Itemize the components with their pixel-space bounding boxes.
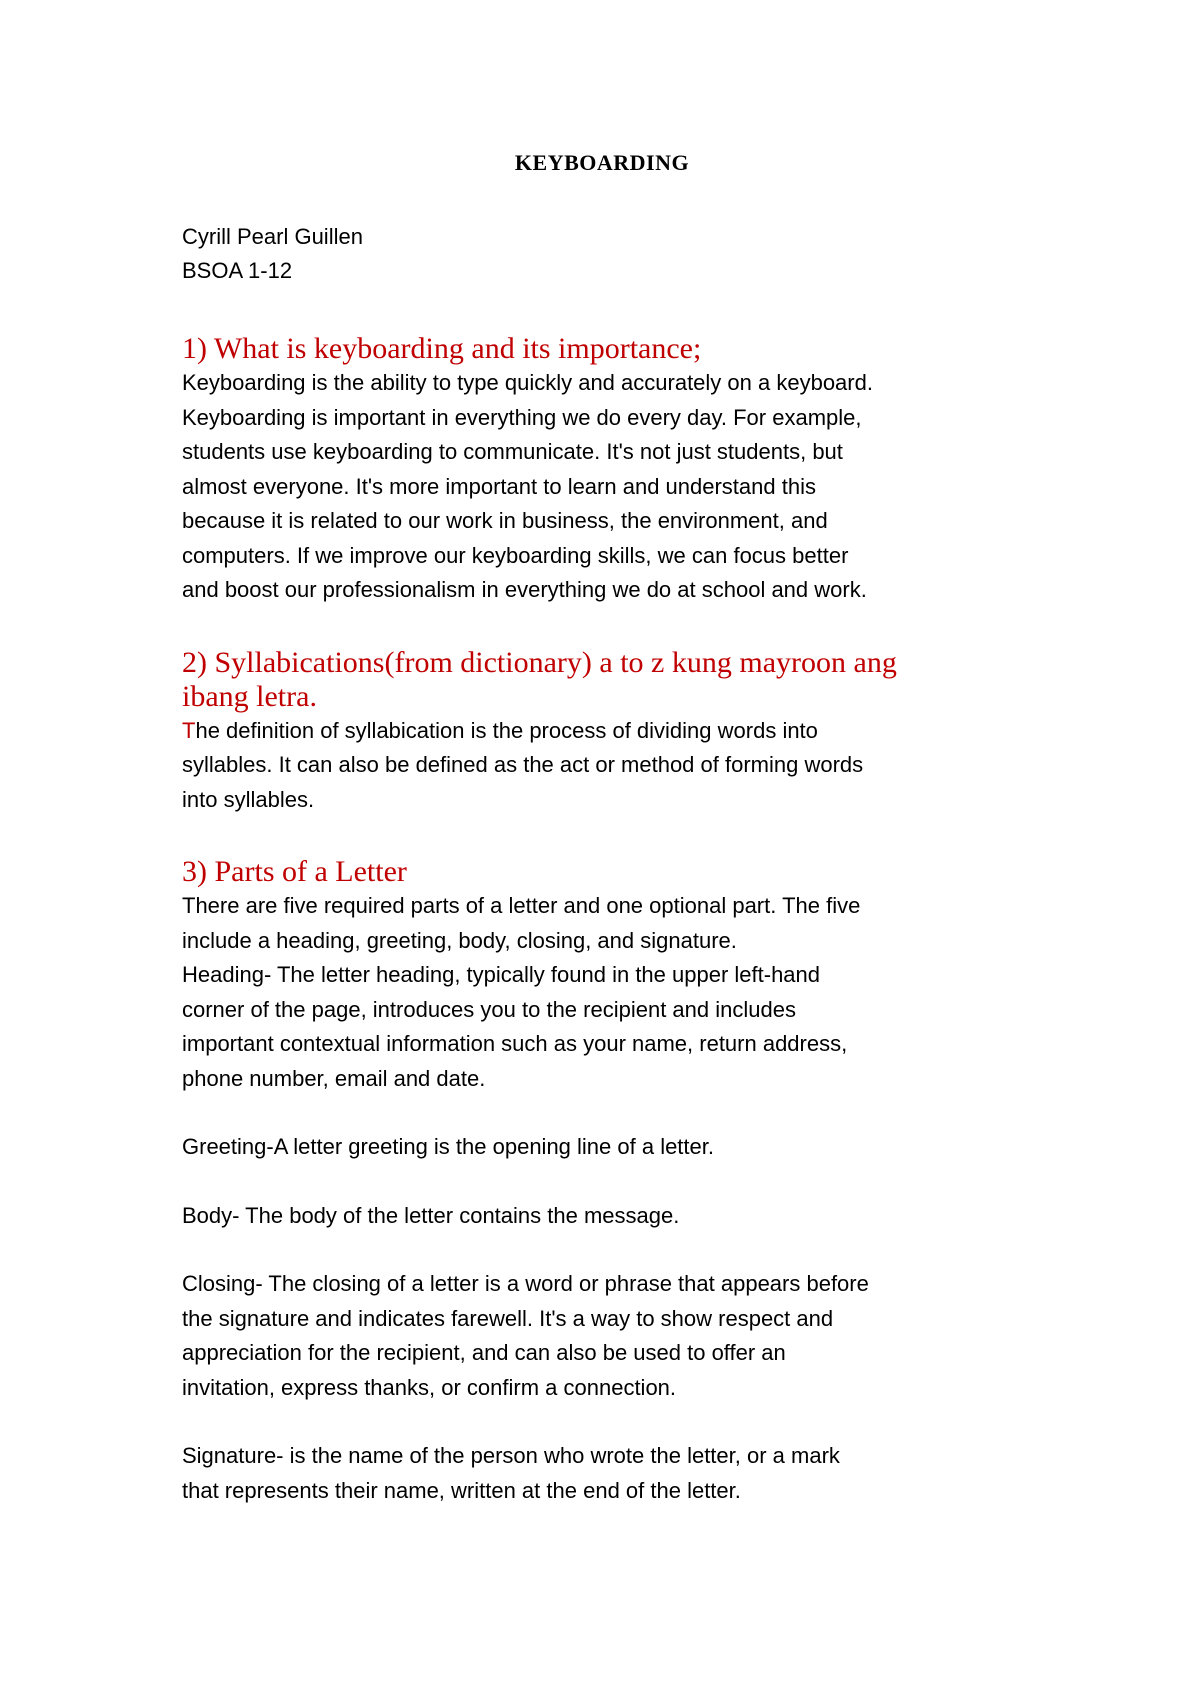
answer-line: include a heading, greeting, body, closing, and signature. [182, 927, 737, 953]
answer-line: almost everyone. It's more important to learn and understand this [182, 473, 816, 499]
greeting-part: Greeting-A letter greeting is the opening line of a letter. [182, 1134, 714, 1159]
question-3-heading: 3) Parts of a Letter [182, 855, 407, 888]
answer-line-rest: he definition of syllabication is the process of dividing words into [195, 717, 818, 743]
body-part: Body- The body of the letter contains the message. [182, 1202, 680, 1228]
document-title: KEYBOARDING [514, 150, 690, 175]
answer-line: computers. If we improve our keyboarding skills, we can focus better [182, 542, 849, 568]
question-2-answer [182, 714, 1042, 818]
author-name: Cyrill Pearl Guillen [182, 224, 363, 249]
answer-line: into syllables. [182, 786, 315, 812]
closing-part-line: appreciation for the recipient, and can also be used to offer an [182, 1340, 786, 1365]
answer-line [182, 714, 1042, 749]
heading-part-line: Heading- The letter heading, typically found in the upper left-hand [182, 962, 821, 987]
signature-part-line: that represents their name, written at the end of the letter. [182, 1477, 741, 1503]
closing-part-line: Closing- The closing of a letter is a word or phrase that appears before [182, 1271, 869, 1296]
question-1-answer [182, 366, 1042, 608]
question-2-heading-continued: ibang letra. [182, 679, 317, 713]
question-2-heading: 2) Syllabications(from dictionary) a to z kung mayroon ang [182, 645, 897, 679]
answer-line: Keyboarding is important in everything we do every day. For example, [182, 404, 862, 430]
answer-line: and boost our professionalism in everything we do at school and work. [182, 577, 867, 602]
document-content [182, 148, 1042, 1508]
heading-part-line: corner of the page, introduces you to the recipient and includes [182, 996, 796, 1022]
answer-line: Keyboarding is the ability to type quickly and accurately on a keyboard. [182, 370, 873, 395]
heading-part-line: important contextual information such as your name, return address, [182, 1031, 848, 1056]
answer-line: syllables. It can also be defined as the act or method of forming words [182, 752, 864, 777]
question-3-answer [182, 889, 1042, 1508]
closing-part-line: invitation, express thanks, or confirm a connection. [182, 1374, 677, 1400]
signature-part-line: Signature- is the name of the person who wrote the letter, or a mark [182, 1443, 840, 1468]
answer-line: because it is related to our work in business, the environment, and [182, 508, 828, 533]
heading-part-line: phone number, email and date. [182, 1065, 486, 1091]
answer-line: There are five required parts of a letter and one optional part. The five [182, 893, 861, 918]
closing-part-line: the signature and indicates farewell. It's a way to show respect and [182, 1305, 834, 1331]
red-initial-letter: T [182, 717, 196, 743]
answer-line: students use keyboarding to communicate. It's not just students, but [182, 439, 843, 464]
class-section: BSOA 1-12 [182, 258, 293, 283]
question-1-heading: 1) What is keyboarding and its importance; [182, 332, 702, 365]
